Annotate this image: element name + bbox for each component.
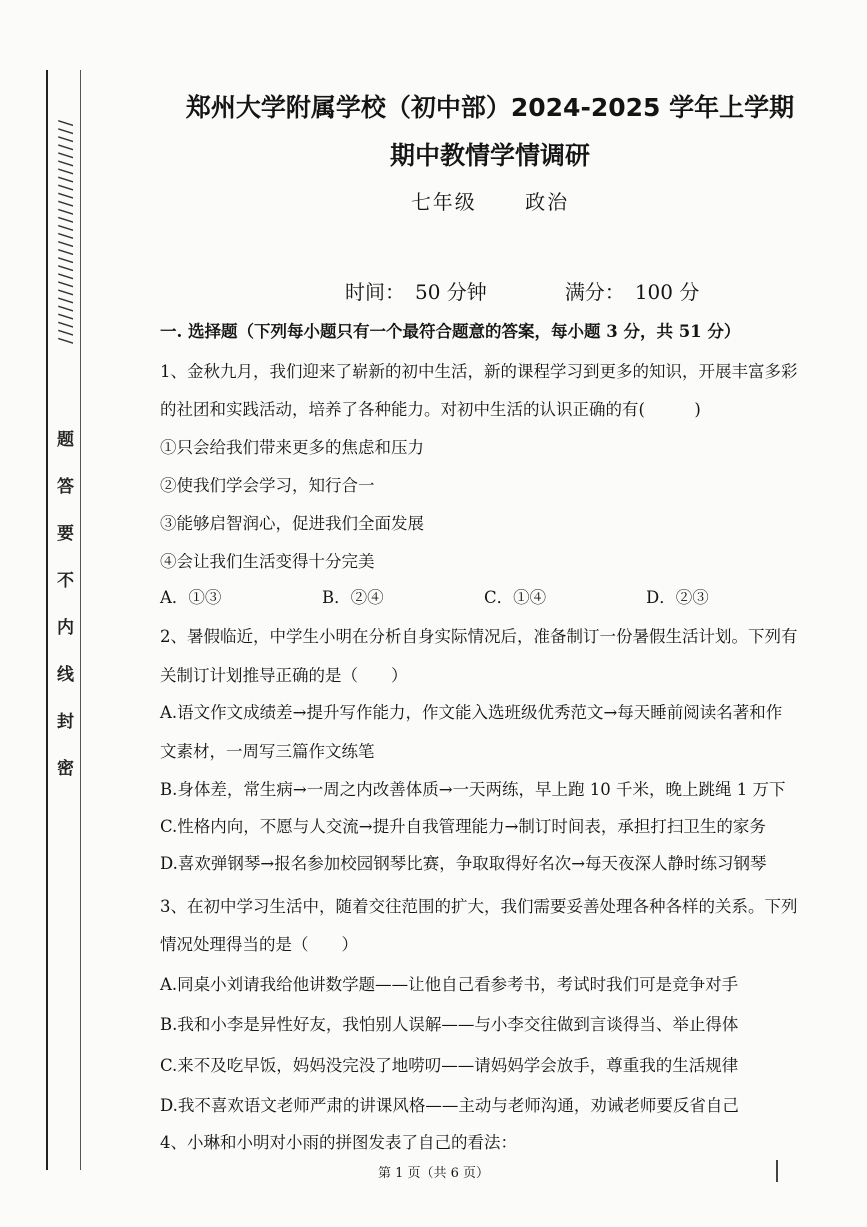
q1-option-c: C．①④	[484, 588, 547, 607]
grade: 七年级	[410, 190, 477, 214]
q1-option-d: D．②③	[646, 588, 709, 607]
q1-options	[160, 584, 808, 608]
subject: 政治	[525, 190, 570, 214]
binding-line	[46, 70, 48, 1170]
q1-item-3: ③能够启智润心，促进我们全面发展	[160, 514, 424, 533]
q3-stem-line1: 3、在初中学习生活中，随着交往范围的扩大，我们需要妥善处理各种各样的关系。下列	[160, 897, 798, 916]
binding-warning-text: 题答要不内线封密	[53, 430, 73, 806]
score-value: 100 分	[634, 280, 700, 304]
binding-dash-marks: ////////////////////////////	[55, 120, 76, 346]
q2-option-d: D.喜欢弹钢琴→报名参加校园钢琴比赛，争取取得好名次→每天夜深人静时练习钢琴	[160, 854, 767, 873]
binding-line-inner	[80, 70, 81, 1170]
scan-mark	[776, 1160, 778, 1182]
q2-option-a-line1: A.语文作文成绩差→提升写作能力，作文能入选班级优秀范文→每天睡前阅读名著和作	[160, 703, 783, 722]
q1-option-b: B．②④	[322, 588, 384, 607]
q1-item-1: ①只会给我们带来更多的焦虑和压力	[160, 438, 424, 457]
q3-stem-line2: 情况处理得当的是（ ）	[160, 935, 358, 954]
time-value: 50 分钟	[415, 280, 487, 304]
exam-title-line1: 郑州大学附属学校（初中部）2024-2025 学年上学期	[185, 93, 795, 122]
q2-stem-line1: 2、暑假临近，中学生小明在分析自身实际情况后，准备制订一份暑假生活计划。下列有	[160, 627, 798, 646]
q1-item-2: ②使我们学会学习，知行合一	[160, 476, 375, 495]
q1-option-a: A．①③	[160, 588, 222, 607]
score-label: 满分：	[564, 280, 625, 304]
q3-option-c: C.来不及吃早饭，妈妈没完没了地唠叨——请妈妈学会放手，尊重我的生活规律	[160, 1056, 739, 1075]
grade-subject	[150, 186, 830, 215]
q2-stem-line2: 关制订计划推导正确的是（ ）	[160, 666, 408, 685]
exam-title-line2: 期中教情学情调研	[389, 141, 590, 170]
q1-stem-line1: 1、金秋九月，我们迎来了崭新的初中生活，新的课程学习到更多的知识，开展丰富多彩	[160, 362, 798, 381]
exam-time-score	[345, 276, 709, 305]
page-number: 第 1 页（共 6 页）	[377, 1166, 490, 1181]
q2-option-a-line2: 文素材，一周写三篇作文练笔	[160, 742, 375, 761]
section-heading: 一. 选择题（下列每小题只有一个最符合题意的答案，每小题 3 分，共 51 分）	[160, 322, 741, 341]
q1-item-4: ④会让我们生活变得十分完美	[160, 552, 375, 571]
q4-stem-line1: 4、小琳和小明对小雨的拼图发表了自己的看法：	[160, 1133, 517, 1152]
q2-option-b: B.身体差，常生病→一周之内改善体质→一天两练，早上跑 10 千米，晚上跳绳 1 万下	[160, 780, 786, 799]
q3-option-d: D.我不喜欢语文老师严肃的讲课风格——主动与老师沟通，劝诫老师要反省自己	[160, 1096, 739, 1115]
q1-stem-line2: 的社团和实践活动，培养了各种能力。对初中生活的认识正确的有( )	[160, 400, 701, 419]
q3-option-a: A.同桌小刘请我给他讲数学题——让他自己看参考书，考试时我们可是竞争对手	[160, 975, 739, 994]
q2-option-c: C.性格内向，不愿与人交流→提升自我管理能力→制订时间表，承担打扫卫生的家务	[160, 817, 766, 836]
time-label: 时间：	[345, 280, 405, 304]
q3-option-b: B.我和小李是异性好友，我怕别人误解——与小李交往做到言谈得当、举止得体	[160, 1015, 739, 1034]
